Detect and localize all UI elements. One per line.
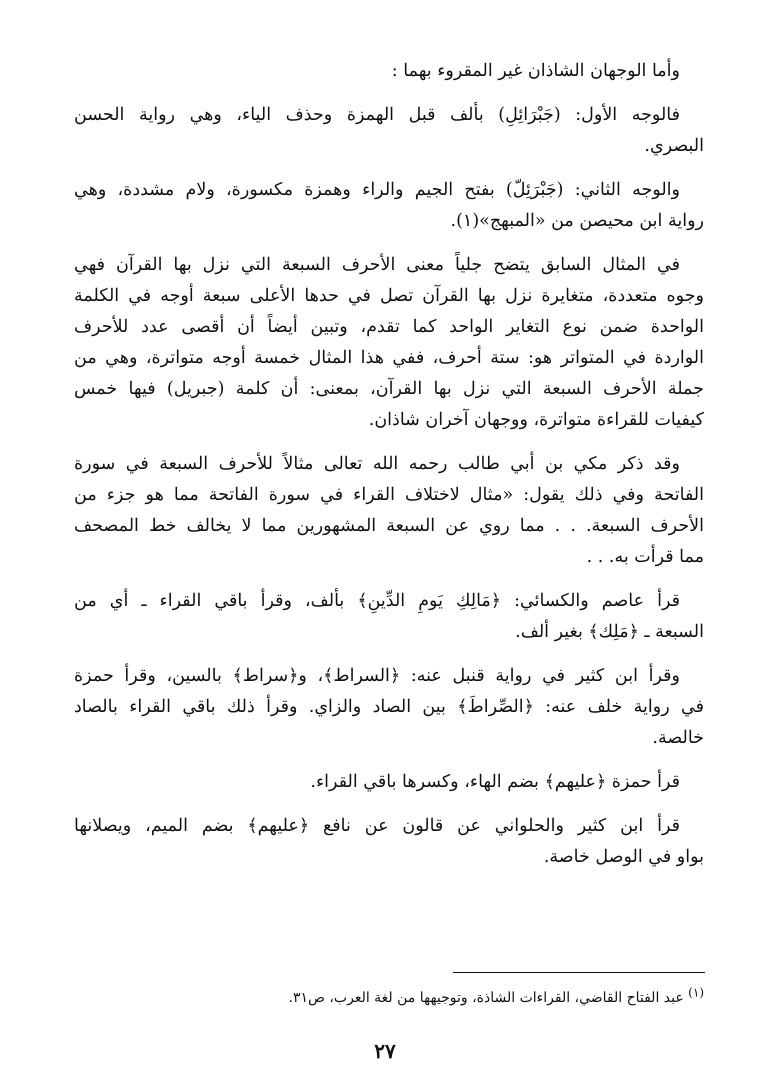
paragraph-alayhim-mim-reading xyxy=(74,811,704,873)
paragraph-makki-example xyxy=(74,449,704,573)
footnote-marker: (١) xyxy=(688,985,704,1000)
text-line: الواردة في المتواتر هو: ستة أحرف، ففي هذا المثال خمسة أوجه متواترة، وهي من xyxy=(74,348,704,368)
page-body xyxy=(74,56,704,886)
text-line: خالصة. xyxy=(652,728,704,748)
paragraph-sirat-reading xyxy=(74,661,704,754)
footnote-separator xyxy=(453,972,705,973)
paragraph-alayhim-reading xyxy=(74,767,704,798)
text-line: في المثال السابق يتضح جلياً معنى الأحرف السبعة التي نزل بها القرآن فهي xyxy=(74,255,680,275)
text-line: الواحدة ضمن نوع التغاير الواحد كما تقدم، وتبين أيضاً أن أقصى عدد للأحرف xyxy=(74,317,704,337)
text-line: وأما الوجهان الشاذان غير المقروء بهما : xyxy=(391,61,680,81)
text-line: قرأ حمزة ﴿عليهم﴾ بضم الهاء، وكسرها باقي القراء. xyxy=(310,772,680,792)
paragraph-seven-letters-meaning xyxy=(74,250,704,436)
text-line: قرأ عاصم والكسائي: ﴿مَالِكِ يَومِ الدِّينِ﴾ بألف، وقرأ باقي القراء ـ أي من xyxy=(74,591,680,611)
paragraph-heading xyxy=(74,56,704,87)
text-line: بواو في الوصل خاصة. xyxy=(543,847,704,867)
text-line: وقد ذكر مكي بن أبي طالب رحمه الله تعالى مثالاً للأحرف السبعة في سورة xyxy=(74,454,680,474)
text-line: في رواية خلف عنه: ﴿الصِّراطَ﴾ بين الصاد والزاي. وقرأ ذلك باقي القراء بالصاد xyxy=(74,697,704,717)
footnote-text: عبد الفتاح القاضي، القراءات الشاذة، وتوجيهها من لغة العرب، ص٣١. xyxy=(288,990,684,1006)
paragraph-first-reading xyxy=(74,100,704,162)
paragraph-second-reading xyxy=(74,175,704,237)
text-line: مما قرأت به. . . xyxy=(586,547,704,567)
paragraph-malik-reading xyxy=(74,586,704,648)
text-line: البصري. xyxy=(644,136,704,156)
text-line: السبعة ـ ﴿مَلِك﴾ بغير ألف. xyxy=(515,622,704,642)
text-line: وقرأ ابن كثير في رواية قنبل عنه: ﴿السراط﴾، و﴿سراط﴾ بالسين، وقرأ حمزة xyxy=(74,666,680,686)
text-line: فالوجه الأول: (جَبْرَائِلِ) بألف قبل الهمزة وحذف الياء، وهي رواية الحسن xyxy=(74,105,680,125)
text-line: وجوه متعددة، متغايرة نزل بها القرآن تصل في حدها الأعلى سبعة أوجه في الكلمة xyxy=(74,286,704,306)
footnote xyxy=(74,986,704,1010)
text-line: جملة الأحرف السبعة التي نزل بها القرآن، بمعنى: أن كلمة (جبريل) فيها خمس xyxy=(74,379,704,399)
text-line: قرأ ابن كثير والحلواني عن قالون عن نافع ﴿عليهم﴾ بضم الميم، ويصلانها xyxy=(74,816,680,836)
text-line: الأحرف السبعة. . . مما روي عن السبعة المشهورين مما لا يخالف خط المصحف xyxy=(74,516,704,536)
text-line: الفاتحة وفي ذلك يقول: «مثال لاختلاف القراء في سورة الفاتحة مما هو جزء من xyxy=(74,485,704,505)
page-number: ٢٧ xyxy=(374,1039,396,1063)
text-line: رواية ابن محيصن من «المبهج»(١). xyxy=(450,211,704,231)
text-line: كيفيات للقراءة متواترة، ووجهان آخران شاذان. xyxy=(368,410,704,430)
text-line: والوجه الثاني: (جَبْرَئِلّ) بفتح الجيم والراء وهمزة مكسورة، ولام مشددة، وهي xyxy=(74,180,680,200)
